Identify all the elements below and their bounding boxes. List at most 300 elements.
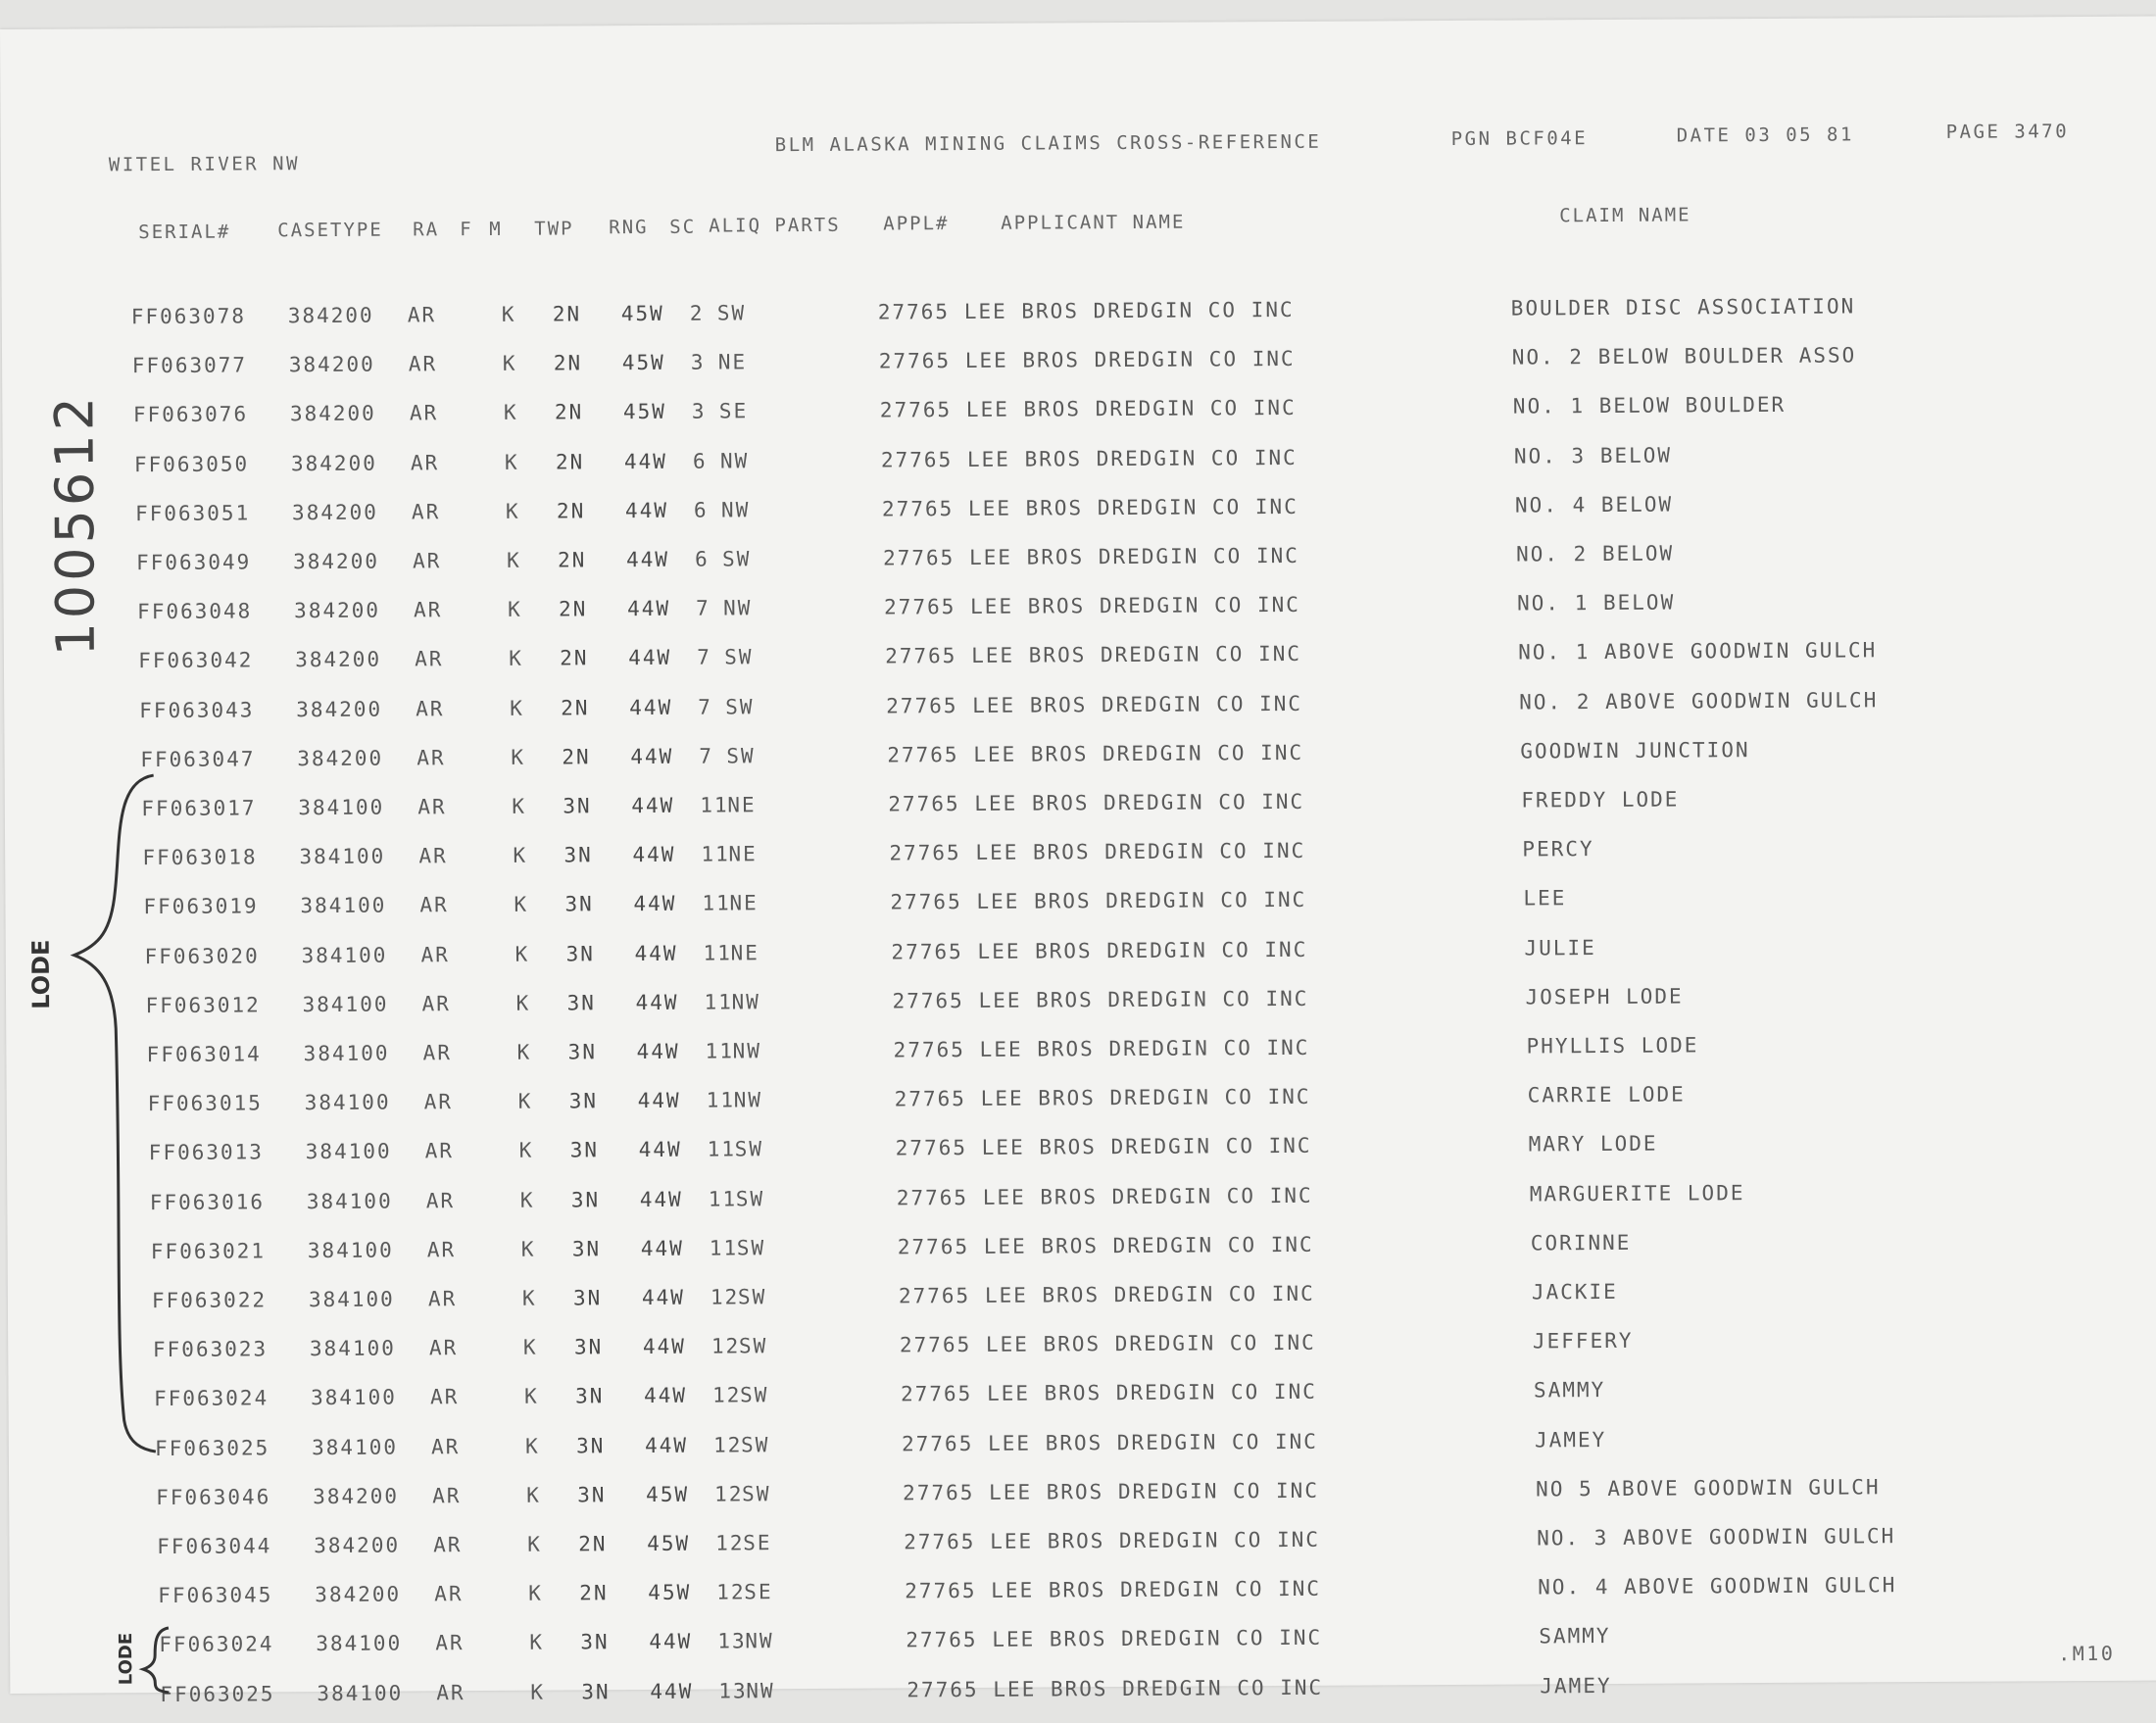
cell-twp: 3N	[570, 1187, 601, 1212]
cell-ra: AR	[410, 450, 440, 475]
cell-claim: FREDDY LODE	[1521, 787, 1680, 812]
cell-sc: 11	[700, 793, 729, 817]
cell-claim: MARY LODE	[1528, 1132, 1658, 1157]
cell-claim: NO. 3 BELOW	[1513, 443, 1673, 468]
cell-rng: 44W	[624, 498, 669, 522]
cell-applicant: LEE BROS DREDGIN CO INC	[978, 986, 1309, 1012]
cell-twp: 3N	[565, 941, 595, 966]
cell-serial: FF063050	[133, 452, 250, 476]
cell-sc: 12	[713, 1432, 743, 1457]
cell-m: K	[514, 893, 529, 917]
cell-aliq: SW	[721, 547, 752, 571]
cell-twp: 2N	[562, 745, 591, 769]
cell-claim: NO. 4 ABOVE GOODWIN GULCH	[1538, 1573, 1897, 1600]
cell-claim: NO 5 ABOVE GOODWIN GULCH	[1536, 1475, 1881, 1501]
cell-applicant: LEE BROS DREDGIN CO INC	[972, 691, 1303, 717]
cell-serial: FF063024	[159, 1632, 274, 1657]
cell-casetype: 384100	[309, 1336, 396, 1361]
cell-applicant: LEE BROS DREDGIN CO INC	[981, 1134, 1312, 1160]
cell-rng: 44W	[625, 547, 670, 572]
cell-ra: AR	[409, 401, 439, 425]
cell-rng: 44W	[635, 990, 679, 1014]
cell-casetype: 384200	[313, 1484, 400, 1508]
cell-aliq: SW	[734, 1137, 764, 1161]
col-sc: SC	[669, 216, 697, 238]
cell-rng: 44W	[650, 1679, 694, 1703]
cell-applicant: LEE BROS DREDGIN CO INC	[963, 297, 1295, 323]
cell-twp: 3N	[572, 1286, 603, 1310]
cell-serial: FF063051	[134, 501, 251, 525]
cell-m: K	[502, 351, 517, 376]
cell-m: K	[511, 745, 526, 769]
cell-appl: 27765	[906, 1628, 978, 1652]
cell-aliq: NW	[719, 448, 750, 473]
cell-aliq: SW	[739, 1383, 769, 1407]
cell-claim: CORINNE	[1530, 1230, 1632, 1255]
col-ra: RA	[413, 219, 440, 241]
cell-casetype: 384100	[308, 1287, 395, 1312]
cell-sc: 12	[714, 1482, 744, 1506]
cell-sc: 12	[716, 1580, 746, 1604]
cell-applicant: LEE BROS DREDGIN CO INC	[993, 1675, 1324, 1701]
cell-appl: 27765	[878, 349, 952, 373]
cell-applicant: LEE BROS DREDGIN CO INC	[975, 839, 1306, 865]
cell-m: K	[527, 1532, 542, 1556]
cell-sc: 11	[701, 842, 730, 866]
cell-serial: FF063044	[157, 1534, 272, 1559]
cell-ra: AR	[434, 1582, 464, 1606]
cell-serial: FF063018	[142, 845, 258, 870]
cell-aliq: SW	[741, 1432, 770, 1457]
cell-applicant: LEE BROS DREDGIN CO INC	[964, 347, 1296, 373]
cell-rng: 45W	[620, 301, 664, 326]
cell-rng: 44W	[628, 646, 672, 670]
cell-twp: 3N	[576, 1433, 606, 1458]
cell-m: K	[521, 1286, 537, 1310]
cell-m: K	[519, 1188, 535, 1212]
cell-appl: 27765	[892, 988, 964, 1013]
col-twp: TWP	[534, 218, 574, 240]
cell-casetype: 384200	[287, 303, 374, 328]
cell-serial: FF063025	[155, 1435, 270, 1460]
cell-casetype: 384100	[317, 1681, 404, 1705]
cell-applicant: LEE BROS DREDGIN CO INC	[992, 1626, 1323, 1652]
cell-twp: 3N	[581, 1679, 611, 1704]
cell-sc: 12	[710, 1285, 740, 1309]
cell-m: K	[530, 1680, 546, 1704]
col-f: F	[460, 219, 473, 241]
cell-twp: 3N	[564, 892, 594, 916]
cell-aliq: SE	[744, 1580, 773, 1604]
cell-twp: 2N	[555, 449, 585, 474]
cell-claim: MARGUERITE LODE	[1529, 1180, 1745, 1206]
cell-aliq: SE	[718, 399, 749, 423]
cell-aliq: NW	[723, 596, 753, 620]
cell-ra: AR	[420, 942, 450, 966]
cell-appl: 27765	[884, 595, 956, 619]
cell-aliq: SW	[726, 744, 756, 768]
cell-appl: 27765	[894, 1087, 966, 1111]
cell-sc: 11	[703, 941, 732, 965]
cell-claim: JOSEPH LODE	[1525, 984, 1684, 1009]
cell-appl: 27765	[887, 742, 959, 767]
cell-applicant: LEE BROS DREDGIN CO INC	[967, 494, 1298, 520]
cell-aliq: SW	[735, 1186, 765, 1211]
cell-appl: 27765	[885, 644, 957, 668]
cell-serial: FF063016	[149, 1189, 266, 1214]
cell-m: K	[526, 1483, 541, 1507]
cell-m: K	[522, 1335, 538, 1359]
cell-sc: 12	[715, 1531, 745, 1555]
cell-aliq: SW	[736, 1236, 766, 1260]
cell-claim: JEFFERY	[1532, 1329, 1634, 1354]
cell-applicant: LEE BROS DREDGIN CO INC	[982, 1183, 1313, 1209]
cell-casetype: 384100	[298, 795, 385, 820]
cell-ra: AR	[436, 1680, 466, 1704]
cell-appl: 27765	[905, 1579, 977, 1603]
cell-claim: SAMMY	[1533, 1378, 1606, 1403]
cell-casetype: 384200	[294, 598, 381, 623]
cell-aliq: NW	[733, 1088, 763, 1112]
footer-mark: .M10	[2058, 1641, 2116, 1666]
cell-ra: AR	[431, 1434, 461, 1458]
cell-appl: 27765	[879, 398, 953, 422]
cell-m: K	[523, 1385, 539, 1409]
cell-twp: 3N	[571, 1237, 602, 1261]
cell-ra: AR	[412, 549, 442, 573]
cell-serial: FF063024	[153, 1386, 270, 1411]
cell-claim: JULIE	[1524, 935, 1596, 960]
cell-applicant: LEE BROS DREDGIN CO INC	[991, 1576, 1322, 1603]
cell-serial: FF063015	[147, 1091, 263, 1116]
cell-appl: 27765	[889, 841, 961, 865]
cell-m: K	[517, 1089, 533, 1113]
region-title: WITEL RIVER NW	[108, 153, 301, 176]
cell-applicant: LEE BROS DREDGIN CO INC	[990, 1527, 1321, 1553]
cell-ra: AR	[416, 746, 446, 770]
cell-appl: 27765	[906, 1677, 979, 1701]
cell-applicant: LEE BROS DREDGIN CO INC	[985, 1331, 1316, 1357]
cell-m: K	[510, 696, 524, 720]
cell-claim: JAMEY	[1540, 1673, 1612, 1698]
cell-serial: FF063017	[141, 796, 257, 821]
cell-rng: 44W	[631, 793, 675, 818]
cell-serial: FF063019	[143, 894, 259, 919]
page-number: PAGE 3470	[1945, 121, 2070, 143]
cell-serial: FF063025	[160, 1681, 275, 1706]
cell-m: K	[513, 843, 528, 868]
cell-ra: AR	[423, 1090, 454, 1114]
cell-ra: AR	[407, 303, 437, 327]
cell-serial: FF063043	[139, 698, 255, 722]
cell-ra: AR	[417, 795, 447, 819]
cell-m: K	[525, 1434, 540, 1458]
cell-twp: 3N	[573, 1335, 604, 1359]
cell-aliq: NE	[728, 842, 758, 866]
cell-claim: NO. 1 ABOVE GOODWIN GULCH	[1518, 638, 1878, 665]
cell-serial: FF063020	[144, 943, 260, 968]
cell-rng: 45W	[646, 1482, 690, 1506]
col-rng: RNG	[609, 216, 649, 239]
cell-rng: 45W	[621, 351, 665, 375]
cell-sc: 12	[711, 1383, 742, 1407]
cell-serial: FF063012	[145, 993, 261, 1017]
col-appl: APPL#	[883, 213, 950, 235]
cell-casetype: 384100	[304, 1090, 391, 1115]
cell-rng: 44W	[638, 1138, 682, 1162]
cell-applicant: LEE BROS DREDGIN CO INC	[988, 1429, 1318, 1455]
cell-rng: 44W	[645, 1433, 689, 1457]
cell-rng: 44W	[642, 1334, 686, 1359]
cell-aliq: NW	[731, 990, 760, 1014]
cell-sc: 11	[704, 990, 733, 1014]
cell-aliq: NW	[746, 1678, 775, 1702]
cell-casetype: 384100	[302, 992, 389, 1016]
cell-claim: JAMEY	[1534, 1427, 1607, 1452]
cell-aliq: NW	[720, 498, 751, 522]
cell-serial: FF063076	[132, 402, 249, 427]
cell-serial: FF063013	[148, 1140, 264, 1165]
col-claim: CLAIM NAME	[1559, 204, 1691, 227]
cell-appl: 27765	[895, 1136, 968, 1160]
cell-casetype: 384200	[297, 746, 384, 770]
cell-rng: 44W	[629, 695, 673, 719]
cell-claim: JACKIE	[1531, 1279, 1618, 1305]
cell-m: K	[506, 548, 521, 572]
cell-aliq: NE	[729, 891, 759, 915]
cell-casetype: 384200	[291, 500, 378, 524]
cell-appl: 27765	[893, 1038, 965, 1062]
cell-claim: GOODWIN JUNCTION	[1520, 737, 1750, 763]
report-title: BLM ALASKA MINING CLAIMS CROSS-REFERENCE	[774, 130, 1322, 157]
cell-twp: 3N	[563, 794, 592, 818]
cell-ra: AR	[416, 696, 445, 721]
cell-ra: AR	[429, 1385, 460, 1409]
cell-claim: NO. 4 BELOW	[1514, 492, 1674, 517]
cell-rng: 45W	[648, 1580, 692, 1605]
cell-appl: 27765	[882, 546, 956, 570]
cell-applicant: LEE BROS DREDGIN CO INC	[983, 1232, 1314, 1258]
cell-aliq: SW	[725, 694, 755, 719]
cell-claim: PHYLLIS LODE	[1526, 1033, 1699, 1058]
cell-twp: 3N	[567, 1040, 598, 1064]
cell-ra: AR	[419, 893, 449, 917]
cell-m: K	[529, 1631, 545, 1655]
cell-claim: SAMMY	[1539, 1624, 1611, 1649]
cell-rng: 44W	[634, 941, 678, 965]
cell-appl: 27765	[898, 1283, 971, 1308]
cell-aliq: NW	[732, 1039, 762, 1063]
cell-rng: 44W	[632, 842, 676, 867]
cell-claim: NO. 2 BELOW BOULDER ASSO	[1511, 343, 1857, 369]
cell-appl: 27765	[897, 1234, 970, 1259]
cell-applicant: LEE BROS DREDGIN CO INC	[968, 543, 1299, 569]
printout-sheet	[0, 17, 2156, 1706]
cell-sc: 11	[705, 1039, 735, 1063]
cell-ra: AR	[435, 1631, 465, 1655]
cell-claim: NO. 2 ABOVE GOODWIN GULCH	[1519, 687, 1879, 714]
report-date: DATE 03 05 81	[1676, 123, 1854, 147]
cell-sc: 7	[697, 645, 711, 670]
cell-applicant: LEE BROS DREDGIN CO INC	[974, 789, 1305, 815]
cell-m: K	[515, 991, 531, 1015]
cell-rng: 44W	[623, 449, 667, 473]
col-applicant: APPLICANT NAME	[1001, 211, 1186, 234]
cell-appl: 27765	[902, 1431, 974, 1455]
cell-m: K	[514, 942, 530, 966]
cell-m: K	[509, 647, 523, 671]
cell-casetype: 384100	[307, 1238, 394, 1262]
cell-aliq: SW	[737, 1285, 767, 1309]
cell-appl: 27765	[904, 1529, 976, 1554]
cell-ra: AR	[411, 500, 441, 524]
cell-twp: 2N	[553, 351, 583, 375]
cell-serial: FF063022	[151, 1288, 268, 1313]
cell-sc: 3	[690, 350, 706, 374]
cell-casetype: 384100	[312, 1435, 399, 1459]
cell-sc: 7	[698, 695, 712, 719]
cell-twp: 3N	[577, 1483, 607, 1507]
cell-claim: BOULDER DISC ASSOCIATION	[1510, 294, 1856, 320]
cell-sc: 6	[692, 449, 708, 473]
cell-rng: 44W	[630, 744, 674, 768]
cell-serial: FF063046	[156, 1485, 271, 1509]
cell-applicant: LEE BROS DREDGIN CO INC	[970, 593, 1300, 619]
cell-serial: FF063077	[131, 353, 248, 378]
cell-ra: AR	[421, 992, 451, 1016]
cell-casetype: 384100	[310, 1385, 397, 1410]
cell-appl: 27765	[890, 890, 962, 914]
cell-twp: 3N	[568, 1089, 599, 1113]
cell-aliq: NE	[717, 350, 748, 374]
cell-aliq: SW	[738, 1334, 768, 1358]
cell-sc: 7	[696, 596, 710, 620]
cell-applicant: LEE BROS DREDGIN CO INC	[973, 740, 1304, 766]
cell-m: K	[503, 401, 518, 425]
cell-serial: FF063042	[138, 648, 254, 673]
cell-rng: 44W	[641, 1285, 685, 1310]
document-stamp: 1005612	[43, 392, 107, 657]
lode-annotation: LODE	[26, 939, 56, 1009]
col-aliq: ALIQ PARTS	[709, 214, 841, 237]
cell-appl: 27765	[880, 447, 954, 472]
cell-sc: 7	[699, 744, 714, 768]
cell-casetype: 384200	[314, 1533, 401, 1558]
col-casetype: CASETYPE	[277, 219, 383, 242]
cell-applicant: LEE BROS DREDGIN CO INC	[980, 1085, 1311, 1111]
cell-casetype: 384100	[303, 1041, 390, 1066]
cell-appl: 27765	[877, 300, 951, 324]
cell-twp: 3N	[580, 1630, 610, 1654]
cell-rng: 45W	[647, 1531, 691, 1555]
cell-appl: 27765	[899, 1333, 972, 1357]
cell-claim: NO. 1 BELOW	[1517, 590, 1676, 615]
cell-twp: 3N	[564, 843, 593, 867]
cell-applicant: LEE BROS DREDGIN CO INC	[971, 642, 1302, 668]
cell-sc: 2	[689, 301, 705, 325]
cell-casetype: 384100	[300, 893, 387, 918]
cell-twp: 2N	[579, 1581, 609, 1605]
cell-aliq: SW	[724, 645, 754, 669]
cell-aliq: NW	[745, 1629, 774, 1653]
cell-claim: CARRIE LODE	[1527, 1082, 1686, 1108]
cell-ra: AR	[428, 1336, 459, 1360]
cell-rng: 45W	[622, 400, 666, 424]
cell-twp: 2N	[554, 400, 584, 424]
cell-serial: FF063049	[136, 550, 252, 575]
cell-twp: 3N	[566, 991, 596, 1015]
cell-claim: NO. 3 ABOVE GOODWIN GULCH	[1537, 1524, 1896, 1551]
cell-sc: 11	[706, 1088, 736, 1112]
cell-m: K	[512, 794, 527, 818]
cell-applicant: LEE BROS DREDGIN CO INC	[984, 1281, 1315, 1307]
cell-twp: 3N	[569, 1138, 600, 1162]
cell-ra: AR	[422, 1041, 453, 1065]
cell-sc: 6	[694, 547, 710, 571]
cell-claim: NO. 2 BELOW	[1515, 541, 1675, 566]
cell-applicant: LEE BROS DREDGIN CO INC	[989, 1478, 1320, 1504]
cell-serial: FF063014	[146, 1042, 262, 1067]
cell-m: K	[505, 499, 520, 523]
cell-appl: 27765	[888, 792, 960, 816]
cell-serial: FF063021	[150, 1239, 267, 1263]
cell-twp: 2N	[557, 548, 587, 572]
cell-ra: AR	[432, 1483, 462, 1508]
cell-appl: 27765	[881, 496, 955, 521]
cell-appl: 27765	[903, 1480, 975, 1505]
cell-sc: 11	[702, 891, 731, 916]
cell-ra: AR	[414, 598, 443, 622]
cell-serial: FF063045	[158, 1583, 273, 1608]
cell-ra: AR	[418, 844, 448, 868]
col-serial: SERIAL#	[138, 221, 231, 244]
cell-twp: 2N	[578, 1532, 608, 1556]
cell-rng: 44W	[627, 597, 671, 621]
cell-m: K	[508, 597, 522, 622]
cell-casetype: 384200	[295, 648, 382, 672]
cell-serial: FF063048	[137, 599, 253, 624]
cell-appl: 27765	[891, 939, 963, 964]
cell-serial: FF063047	[140, 747, 256, 771]
cell-rng: 44W	[639, 1187, 683, 1211]
cell-m: K	[528, 1581, 543, 1605]
cell-appl: 27765	[886, 693, 958, 718]
cell-casetype: 384100	[306, 1189, 393, 1213]
cell-casetype: 384200	[290, 451, 377, 475]
cell-ra: AR	[426, 1237, 457, 1262]
cell-sc: 6	[693, 498, 709, 522]
cell-sc: 11	[708, 1187, 738, 1211]
cell-sc: 13	[718, 1678, 748, 1703]
cell-appl: 27765	[896, 1185, 969, 1210]
cell-ra: AR	[433, 1533, 463, 1557]
cell-casetype: 384200	[288, 352, 375, 377]
cell-casetype: 384200	[293, 549, 380, 574]
cell-m: K	[520, 1237, 536, 1261]
cell-claim: LEE	[1523, 886, 1567, 911]
cell-m: K	[501, 302, 516, 326]
cell-rng: 44W	[633, 892, 677, 916]
cell-ra: AR	[415, 647, 444, 671]
cell-applicant: LEE BROS DREDGIN CO INC	[979, 1035, 1310, 1061]
cell-aliq: SW	[716, 301, 747, 325]
cell-serial: FF063078	[130, 304, 247, 329]
col-m: M	[489, 218, 503, 240]
cell-rng: 44W	[637, 1088, 681, 1113]
cell-ra: AR	[408, 352, 438, 376]
lode-bracket-small	[0, 17, 2156, 1694]
cell-sc: 3	[691, 399, 707, 424]
